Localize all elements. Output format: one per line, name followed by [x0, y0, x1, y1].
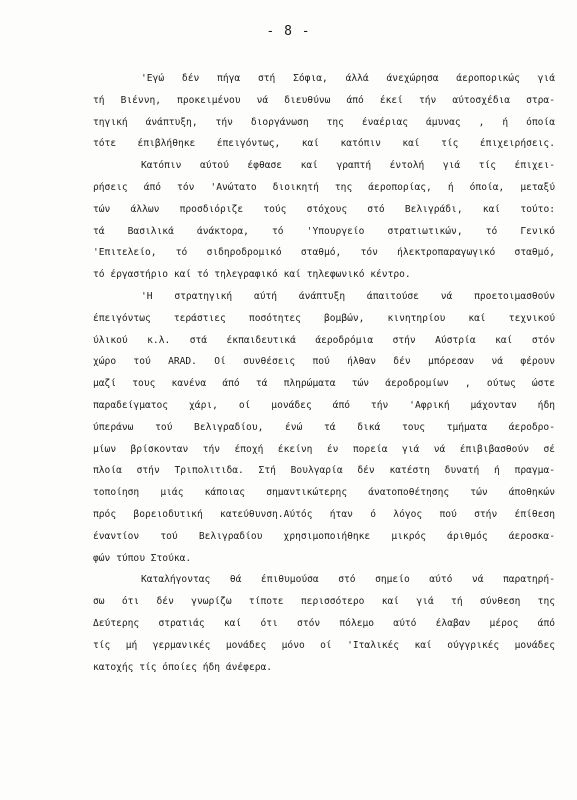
text-line: πρός βορειοδυτική κατεύθυνση.Αύτός ήταν ό λόγος πού στήν έπίθεση [93, 508, 555, 520]
text-line: τότε έπιβλήθηκε έπειγόντως, καί κατόπιν καί τίς έπιχειρήσεις. [93, 138, 555, 150]
paragraph [93, 68, 555, 155]
text-line: 'Η στρατηγική αύτή άνάπτυξη άπαιτούσε νά προετοιμασθούν [141, 290, 555, 302]
text-line: τοποίηση μιάς κάποιας σημαντικώτερης άνατοποθέτησης τών άποθηκών [93, 487, 555, 499]
text-line: ύπεράνω τού Βελιγραδίου, ένώ τά δικά τους τμήματα άεροδρο- [93, 421, 555, 433]
text-line: έπειγόντως τεράστιες ποσότητες βομβών, κινητηρίου καί τεχνικού [93, 312, 555, 324]
text-line: 'Επιτελείο, τό σιδηροδρομικό σταθμό, τόν ήλεκτροπαραγωγικό σταθμό, [93, 247, 555, 259]
text-line: τή Βιέννη, προκειμένου νά διευθύνω άπό έκεί τήν αύτοσχέδια στρα- [93, 94, 555, 106]
text-line: πλοία στήν Τριπολιτιδα. Στή Βουλγαρία δέν κατέστη δυνατή ή πραγμα- [93, 465, 555, 477]
text-line: χώρο τού ARAD. Οί συνθέσεις πού ήλθαν δέν μπόρεσαν νά φέρουν [93, 356, 555, 368]
text-line: Δεύτερης στρατιάς καί ότι στόν πόλεμο αύτό έλαβαν μέρος άπό [93, 617, 555, 629]
document-body [93, 68, 555, 678]
text-line: Καταλήγοντας θά έπιθυμούσα στό σημείο αύτό νά παρατηρή- [141, 574, 555, 586]
text-line: τό έργαστήριο καί τό τηλεγραφικό καί τηλεφωνικό κέντρο. [93, 269, 411, 281]
text-line: τών άλλων προσδιόριζε τούς στόχους στό Βελιγράδι, καί τούτο: [93, 203, 555, 215]
text-line: ύλικού κ.λ. στά έκπαιδευτικά άεροδρόμια στήν Αύστρία καί στόν [93, 334, 555, 346]
text-line: σω ότι δέν γνωρίζω τίποτε περισσότερο καί γιά τή σύνθεση της [93, 596, 555, 608]
paragraph [93, 569, 555, 678]
text-line: παραδείγματος χάρι, οί μονάδες άπό τήν 'Αφρική μάχονταν ήδη [93, 399, 555, 411]
text-line: ρήσεις άπό τόν 'Ανώτατο διοικητή της άεροπορίας, ή όποία, μεταξύ [93, 181, 555, 193]
text-line: τηγική άνάπτυξη, τήν διοργάνωση της έναέριας άμυνας , ή όποία [93, 116, 555, 128]
paragraph [93, 155, 555, 286]
text-line: φών τύπου Στούκα. [93, 552, 192, 564]
text-line: Κατόπιν αύτού έφθασε καί γραπτή έντολή γιά τίς έπιχει- [141, 160, 555, 172]
text-line: έναντίον τού Βελιγραδίου χρησιμοποιήθηκε μικρός άριθμός άεροσκα- [93, 530, 555, 542]
text-line: μίων βρίσκονταν τήν έποχή έκείνη έν πορεία γιά νά έπιβιβασθούν σέ [93, 443, 555, 455]
text-line: 'Εγώ δέν πήγα στή Σόφια, άλλά άνεχώρησα άεροπορικώς γιά [141, 73, 555, 84]
text-line: κατοχής τίς όποίες ήδη άνέφερα. [93, 661, 273, 673]
paragraph [93, 286, 555, 569]
text-line: τίς μή γερμανικές μονάδες μόνο οί 'Ιταλικές καί ούγγρικές μονάδες [93, 639, 555, 651]
page-number: - 8 - [266, 24, 311, 39]
text-line: τά Βασιλικά άνάκτορα, τό 'Υπουργείο στρατιωτικών, τό Γενικό [93, 225, 555, 237]
text-line: μαζί τους κανένα άπό τά πληρώματα τών άεροδρομίων , ούτως ώστε [93, 378, 555, 390]
